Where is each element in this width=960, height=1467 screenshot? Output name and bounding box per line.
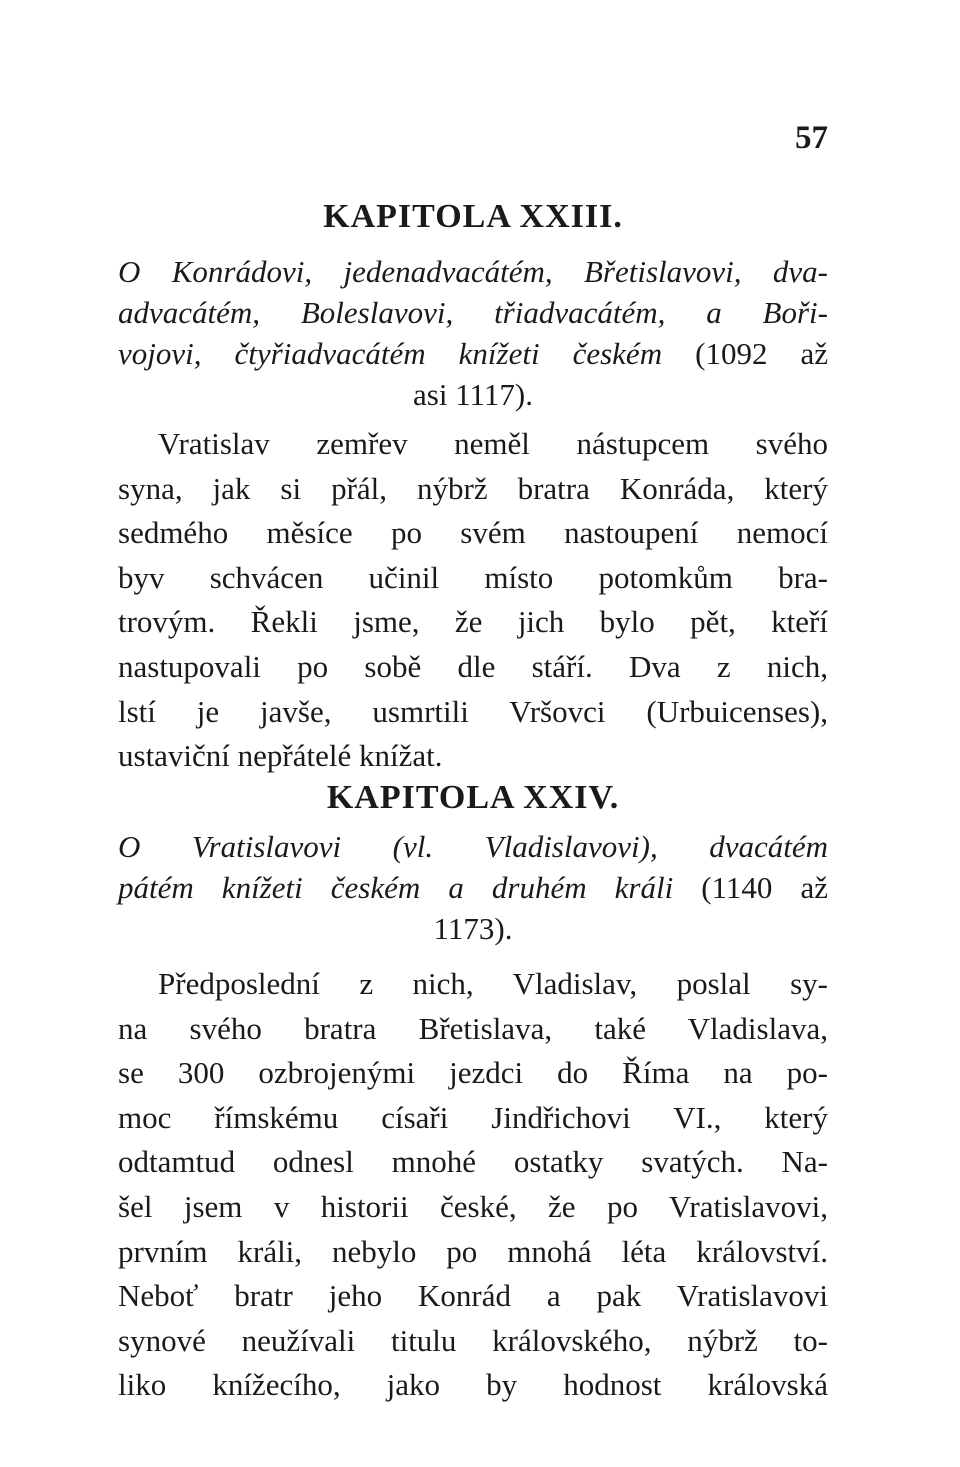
title-line — [118, 867, 828, 908]
paragraph — [118, 962, 828, 1408]
title-line — [118, 251, 828, 292]
title-italic: advacátém, Boleslavovi, třiadvacátém, a Boři- — [118, 295, 828, 330]
title-plain: (1140 až — [673, 870, 828, 905]
text-line: odtamtud odnesl mnohé ostatky svatých. Na- — [118, 1144, 828, 1180]
chapter-23 — [118, 195, 828, 239]
text-line: prvním králi, nebylo po mnohá léta království. — [118, 1233, 828, 1269]
paragraph — [118, 422, 828, 779]
text-line: na svého bratra Břetislava, také Vladislava, — [118, 1010, 828, 1046]
chapter-heading: KAPITOLA XXIV. — [326, 779, 620, 816]
title-last-line: asi 1117). — [413, 377, 533, 412]
title-line — [118, 333, 828, 374]
title-plain: (1092 až — [662, 336, 828, 371]
title-last-line: 1173). — [433, 911, 513, 946]
text-line: trovým. Řekli jsme, že jich bylo pět, kteří — [118, 604, 828, 640]
text-line: Neboť bratr jeho Konrád a pak Vratislavovi — [118, 1278, 828, 1314]
chapter-24 — [118, 776, 828, 820]
title-italic: O Vratislavovi (vl. Vladislavovi), dvacátém — [118, 829, 828, 864]
title-italic: O Konrádovi, jedenadvacátém, Břetislavovi, dva- — [118, 254, 828, 289]
chapter-23-title — [118, 251, 828, 415]
text-line: liko knížecího, jako by hodnost královská — [118, 1367, 828, 1403]
title-italic: vojovi, čtyřiadvacátém knížeti českém — [118, 336, 663, 371]
text-line: sedmého měsíce po svém nastoupení nemocí — [118, 515, 828, 551]
text-line: ustaviční nepřátelé knížat. — [118, 738, 443, 774]
text-line: lstí je javše, usmrtili Vršovci (Urbuicenses), — [118, 693, 828, 729]
text-line: syna, jak si přál, nýbrž bratra Konráda, který — [118, 470, 828, 506]
text-line: Vratislav zemřev neměl nástupcem svého — [158, 426, 828, 461]
chapter-24-title — [118, 826, 828, 949]
title-italic: pátém knížeti českém a druhém králi — [118, 870, 674, 905]
chapter-23-body — [118, 422, 828, 779]
chapter-heading: KAPITOLA XXIII. — [323, 198, 623, 235]
title-line — [118, 826, 828, 867]
text-line: synové neužívali titulu královského, nýbrž to- — [118, 1322, 828, 1358]
text-line: byv schvácen učinil místo potomkům bra- — [118, 559, 828, 595]
title-line — [118, 292, 828, 333]
text-line: nastupovali po sobě dle stáří. Dva z nich, — [118, 648, 828, 684]
chapter-title — [118, 251, 828, 374]
text-line: Předposlední z nich, Vladislav, poslal sy- — [158, 966, 828, 1001]
text-line: moc římskému císaři Jindřichovi VI., který — [118, 1099, 828, 1135]
text-line: šel jsem v historii české, že po Vratislavovi, — [118, 1188, 828, 1224]
text-line: se 300 ozbrojenými jezdci do Říma na po- — [118, 1055, 828, 1091]
chapter-title — [118, 826, 828, 908]
page-number: 57 — [795, 120, 828, 156]
chapter-24-body — [118, 962, 828, 1408]
